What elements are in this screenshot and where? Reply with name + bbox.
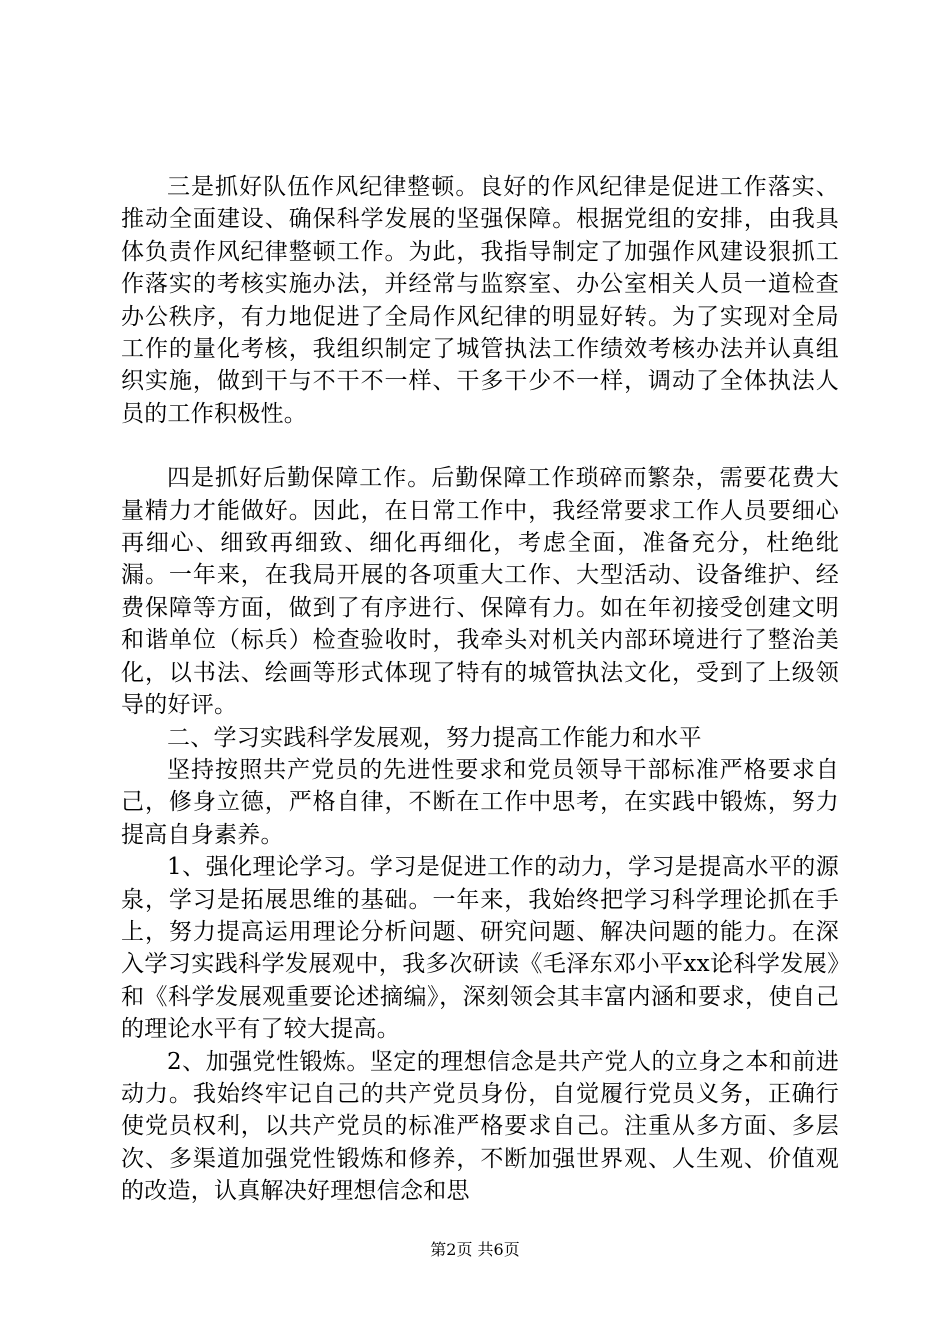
paragraph-party-spirit: 2、加强党性锻炼。坚定的理想信念是共产党人的立身之本和前进动力。我始终牢记自己的共产党员身份，自觉履行党员义务，正确行使党员权利，以共产党员的标准严格要求自己。注重从多方面、多层次、多渠道加强党性锻炼和修养，不断加强世界观、人生观、价值观的改造，认真解决好理想信念和思 (121, 1048, 839, 1205)
paragraph-style-discipline: 三是抓好队伍作风纪律整顿。良好的作风纪律是促进工作落实、推动全面建设、确保科学发展的坚强保障。根据党组的安排，由我具体负责作风纪律整顿工作。为此，我指导制定了加强作风建设狠抓工作落实的考核实施办法，并经常与监察室、办公室相关人员一道检查办公秩序，有力地促进了全局作风纪律的明显好转。为了实现对全局工作的量化考核，我组织制定了城管执法工作绩效考核办法并认真组织实施，做到干与不干不一样、干多干少不一样，调动了全体执法人员的工作积极性。 (121, 174, 839, 427)
document-body (121, 171, 839, 1208)
paragraph-self-requirement: 坚持按照共产党员的先进性要求和党员领导干部标准严格要求自己，修身立德，严格自律，不断在工作中思考，在实践中锻炼，努力提高自身素养。 (121, 756, 839, 848)
section-heading-study: 二、学习实践科学发展观，努力提高工作能力和水平 (167, 724, 702, 751)
paragraph-theory-study: 1、强化理论学习。学习是促进工作的动力，学习是提高水平的源泉，学习是拓展思维的基础。一年来，我始终把学习科学理论抓在手上，努力提高运用理论分析问题、研究问题、解决问题的能力。在深入学习实践科学发展观中，我多次研读《毛泽东邓小平xx论科学发展》和《科学发展观重要论述摘编》，深刻领会其丰富内涵和要求，使自己的理论水平有了较大提高。 (121, 854, 839, 1043)
paragraph-gap (121, 430, 839, 462)
page-footer: 第2页 共6页 (430, 1240, 520, 1259)
paragraph-logistics: 四是抓好后勤保障工作。后勤保障工作琐碎而繁杂，需要花费大量精力才能做好。因此，在日常工作中，我经常要求工作人员要细心再细心、细致再细致、细化再细化，考虑全面，准备充分，杜绝纰漏。一年来，在我局开展的各项重大工作、大型活动、设备维护、经费保障等方面，做到了有序进行、保障有力。如在年初接受创建文明和谐单位（标兵）检查验收时，我牵头对机关内部环境进行了整治美化，以书法、绘画等形式体现了特有的城管执法文化，受到了上级领导的好评。 (121, 465, 839, 719)
